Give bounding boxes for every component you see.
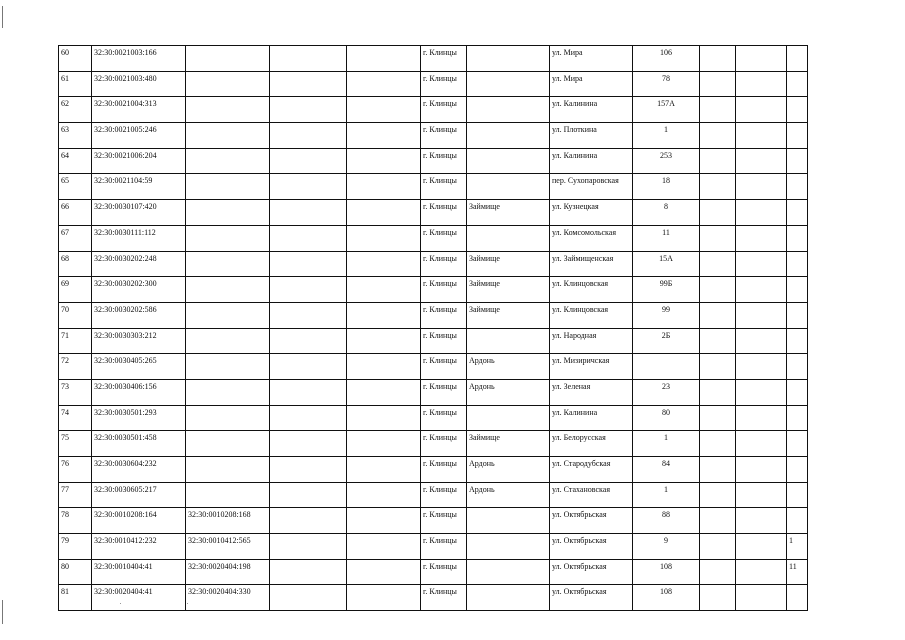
cadastral-number-secondary: [186, 148, 270, 174]
district: [467, 46, 550, 72]
table-row: [59, 200, 808, 226]
cadastral-number: 32:30:0010412:232: [92, 534, 186, 560]
cadastral-number: 32:30:0021005:246: [92, 123, 186, 149]
city: г. Клинцы: [421, 97, 467, 123]
district: Ардонь: [467, 354, 550, 380]
empty-cell: [270, 97, 347, 123]
cadastral-number: 32:30:0030501:293: [92, 405, 186, 431]
empty-cell: [270, 328, 347, 354]
extra-value: 11: [787, 559, 808, 585]
table-row: [59, 174, 808, 200]
empty-cell: [700, 482, 736, 508]
cadastral-number: 32:30:0021104:59: [92, 174, 186, 200]
empty-cell: [270, 482, 347, 508]
table-row: [59, 225, 808, 251]
extra-value: [787, 97, 808, 123]
district: Ардонь: [467, 379, 550, 405]
cadastral-number: 32:30:0030406:156: [92, 379, 186, 405]
cadastral-number: 32:30:0030405:265: [92, 354, 186, 380]
city: г. Клинцы: [421, 123, 467, 149]
cadastral-number: 32:30:0021003:480: [92, 71, 186, 97]
empty-cell: [347, 559, 421, 585]
empty-cell: [700, 174, 736, 200]
empty-cell: [347, 482, 421, 508]
empty-cell: [700, 328, 736, 354]
extra-value: [787, 46, 808, 72]
house-number: 108: [633, 585, 700, 611]
table-row: [59, 379, 808, 405]
empty-cell: [736, 251, 787, 277]
city: г. Клинцы: [421, 457, 467, 483]
table-row: [59, 277, 808, 303]
cadastral-number-secondary: [186, 482, 270, 508]
empty-cell: [347, 123, 421, 149]
table-row: [59, 431, 808, 457]
cadastral-number: 32:30:0030501:458: [92, 431, 186, 457]
city: г. Клинцы: [421, 71, 467, 97]
street: ул. Калинина: [550, 405, 633, 431]
cadastral-number-secondary: [186, 277, 270, 303]
empty-cell: [270, 508, 347, 534]
empty-cell: [700, 46, 736, 72]
row-number: 78: [59, 508, 92, 534]
cadastral-number-secondary: 32:30:0010208:168: [186, 508, 270, 534]
empty-cell: [736, 431, 787, 457]
empty-cell: [347, 200, 421, 226]
empty-cell: [347, 302, 421, 328]
cadastral-number: 32:30:0010404:41: [92, 559, 186, 585]
row-number: 76: [59, 457, 92, 483]
district: Займище: [467, 302, 550, 328]
table-row: [59, 71, 808, 97]
street: ул. Мира: [550, 71, 633, 97]
cadastral-number-secondary: [186, 379, 270, 405]
empty-cell: [736, 200, 787, 226]
house-number: 157А: [633, 97, 700, 123]
extra-value: [787, 71, 808, 97]
city: г. Клинцы: [421, 354, 467, 380]
street: ул. Клинцовская: [550, 302, 633, 328]
row-number: 62: [59, 97, 92, 123]
cadastral-number-secondary: [186, 225, 270, 251]
city: г. Клинцы: [421, 379, 467, 405]
row-number: 70: [59, 302, 92, 328]
district: [467, 405, 550, 431]
empty-cell: [347, 277, 421, 303]
empty-cell: [736, 559, 787, 585]
house-number: 15А: [633, 251, 700, 277]
empty-cell: [700, 457, 736, 483]
row-number: 73: [59, 379, 92, 405]
city: г. Клинцы: [421, 482, 467, 508]
district: [467, 585, 550, 611]
table-row: [59, 123, 808, 149]
empty-cell: [736, 148, 787, 174]
street: ул. Стародубская: [550, 457, 633, 483]
empty-cell: [270, 251, 347, 277]
empty-cell: [270, 200, 347, 226]
district: [467, 508, 550, 534]
house-number: 1: [633, 123, 700, 149]
table-row: [59, 508, 808, 534]
table-row: [59, 302, 808, 328]
street: ул. Калинина: [550, 97, 633, 123]
extra-value: [787, 482, 808, 508]
empty-cell: [270, 354, 347, 380]
city: г. Клинцы: [421, 200, 467, 226]
house-number: 11: [633, 225, 700, 251]
street: ул. Октябрьская: [550, 508, 633, 534]
cadastral-number-secondary: [186, 251, 270, 277]
city: г. Клинцы: [421, 46, 467, 72]
row-number: 64: [59, 148, 92, 174]
cadastral-number: 32:30:0030107:420: [92, 200, 186, 226]
extra-value: [787, 251, 808, 277]
empty-cell: [700, 534, 736, 560]
house-number: 80: [633, 405, 700, 431]
empty-cell: [347, 225, 421, 251]
extra-value: [787, 354, 808, 380]
empty-cell: [347, 46, 421, 72]
street: ул. Белорусская: [550, 431, 633, 457]
city: г. Клинцы: [421, 559, 467, 585]
street: ул. Клинцовская: [550, 277, 633, 303]
extra-value: [787, 174, 808, 200]
city: г. Клинцы: [421, 225, 467, 251]
empty-cell: [270, 302, 347, 328]
house-number: 78: [633, 71, 700, 97]
house-number: 2Б: [633, 328, 700, 354]
row-number: 63: [59, 123, 92, 149]
empty-cell: [736, 328, 787, 354]
district: Займище: [467, 431, 550, 457]
extra-value: [787, 457, 808, 483]
row-number: 61: [59, 71, 92, 97]
empty-cell: [736, 174, 787, 200]
empty-cell: [270, 277, 347, 303]
cadastral-number: 32:30:0021004:313: [92, 97, 186, 123]
extra-value: [787, 585, 808, 611]
empty-cell: [270, 457, 347, 483]
table-row: [59, 457, 808, 483]
empty-cell: [700, 71, 736, 97]
row-number: 71: [59, 328, 92, 354]
table-row: [59, 148, 808, 174]
extra-value: [787, 225, 808, 251]
house-number: 84: [633, 457, 700, 483]
table-row: [59, 97, 808, 123]
empty-cell: [736, 46, 787, 72]
cadastral-number-secondary: [186, 123, 270, 149]
extra-value: [787, 405, 808, 431]
empty-cell: [270, 534, 347, 560]
cadastral-number-secondary: [186, 46, 270, 72]
house-number: 8: [633, 200, 700, 226]
extra-value: [787, 328, 808, 354]
empty-cell: [347, 405, 421, 431]
empty-cell: [270, 174, 347, 200]
cadastral-number: 32:30:0030111:112: [92, 225, 186, 251]
cadastral-number-secondary: 32:30:0010412:565: [186, 534, 270, 560]
street: ул. Зеленая: [550, 379, 633, 405]
district: [467, 534, 550, 560]
empty-cell: [347, 328, 421, 354]
cadastral-number-secondary: [186, 302, 270, 328]
row-number: 66: [59, 200, 92, 226]
street: ул. Калинина: [550, 148, 633, 174]
district: [467, 225, 550, 251]
table-row: [59, 534, 808, 560]
cadastral-number: 32:30:0030605:217: [92, 482, 186, 508]
district: Займище: [467, 277, 550, 303]
empty-cell: [270, 148, 347, 174]
empty-cell: [700, 251, 736, 277]
empty-cell: [700, 354, 736, 380]
table-row: [59, 585, 808, 611]
cadastral-number-secondary: [186, 174, 270, 200]
scan-edge-mark: [2, 600, 3, 624]
district: [467, 123, 550, 149]
cadastral-number: 32:30:0030303:212: [92, 328, 186, 354]
empty-cell: [700, 225, 736, 251]
street: ул. Народная: [550, 328, 633, 354]
house-number: 23: [633, 379, 700, 405]
table-row: [59, 354, 808, 380]
house-number: [633, 354, 700, 380]
empty-cell: [347, 97, 421, 123]
cadastral-number-secondary: 32:30:0020404:198: [186, 559, 270, 585]
row-number: 65: [59, 174, 92, 200]
street: ул. Мира: [550, 46, 633, 72]
empty-cell: [736, 354, 787, 380]
empty-cell: [270, 585, 347, 611]
empty-cell: [700, 508, 736, 534]
district: Займище: [467, 251, 550, 277]
city: г. Клинцы: [421, 148, 467, 174]
city: г. Клинцы: [421, 405, 467, 431]
street: пер. Сухопаровская: [550, 174, 633, 200]
house-number: 9: [633, 534, 700, 560]
empty-cell: [347, 71, 421, 97]
city: г. Клинцы: [421, 534, 467, 560]
empty-cell: [736, 379, 787, 405]
empty-cell: [700, 277, 736, 303]
street: ул. Кузнецкая: [550, 200, 633, 226]
empty-cell: [736, 534, 787, 560]
extra-value: [787, 431, 808, 457]
empty-cell: [736, 405, 787, 431]
empty-cell: [347, 251, 421, 277]
cadastral-number: 32:30:0030202:586: [92, 302, 186, 328]
city: г. Клинцы: [421, 277, 467, 303]
empty-cell: [736, 277, 787, 303]
empty-cell: [270, 46, 347, 72]
row-number: 72: [59, 354, 92, 380]
street: ул. Октябрьская: [550, 534, 633, 560]
empty-cell: [347, 148, 421, 174]
cadastral-number-secondary: [186, 431, 270, 457]
empty-cell: [700, 302, 736, 328]
cadastral-number-secondary: [186, 354, 270, 380]
table-row: [59, 559, 808, 585]
extra-value: [787, 148, 808, 174]
extra-value: [787, 302, 808, 328]
street: ул. Стахановская: [550, 482, 633, 508]
cadastral-number: 32:30:0030202:300: [92, 277, 186, 303]
row-number: 79: [59, 534, 92, 560]
house-number: 88: [633, 508, 700, 534]
empty-cell: [700, 585, 736, 611]
cadastral-number: 32:30:0010208:164: [92, 508, 186, 534]
district: [467, 71, 550, 97]
cadastral-number-secondary: [186, 328, 270, 354]
empty-cell: [700, 559, 736, 585]
cadastral-number: 32:30:0020404:41: [92, 585, 186, 611]
cadastral-number: 32:30:0021006:204: [92, 148, 186, 174]
table-row: [59, 328, 808, 354]
district: [467, 97, 550, 123]
empty-cell: [347, 174, 421, 200]
extra-value: [787, 277, 808, 303]
empty-cell: [700, 200, 736, 226]
city: г. Клинцы: [421, 508, 467, 534]
empty-cell: [736, 508, 787, 534]
empty-cell: [270, 123, 347, 149]
empty-cell: [347, 585, 421, 611]
empty-cell: [270, 431, 347, 457]
house-number: 106: [633, 46, 700, 72]
street: ул. Октябрьская: [550, 585, 633, 611]
house-number: 18: [633, 174, 700, 200]
empty-cell: [347, 379, 421, 405]
row-number: 68: [59, 251, 92, 277]
empty-cell: [736, 482, 787, 508]
cadastral-number: 32:30:0030202:248: [92, 251, 186, 277]
district: [467, 174, 550, 200]
row-number: 60: [59, 46, 92, 72]
scan-edge-mark: [2, 6, 3, 28]
empty-cell: [347, 431, 421, 457]
street: ул. Плоткина: [550, 123, 633, 149]
row-number: 67: [59, 225, 92, 251]
house-number: 99Б: [633, 277, 700, 303]
empty-cell: [270, 71, 347, 97]
extra-value: 1: [787, 534, 808, 560]
row-number: 69: [59, 277, 92, 303]
street: ул. Октябрьская: [550, 559, 633, 585]
cadastral-number: 32:30:0021003:166: [92, 46, 186, 72]
cadastral-number-secondary: [186, 200, 270, 226]
extra-value: [787, 508, 808, 534]
row-number: 75: [59, 431, 92, 457]
cadastral-number-secondary: [186, 405, 270, 431]
extra-value: [787, 123, 808, 149]
empty-cell: [270, 379, 347, 405]
cadastral-number-secondary: [186, 457, 270, 483]
empty-cell: [270, 225, 347, 251]
district: [467, 148, 550, 174]
table-row: [59, 482, 808, 508]
extra-value: [787, 379, 808, 405]
empty-cell: [700, 379, 736, 405]
table-row: [59, 46, 808, 72]
city: г. Клинцы: [421, 328, 467, 354]
empty-cell: [736, 97, 787, 123]
empty-cell: [736, 585, 787, 611]
table-row: [59, 251, 808, 277]
empty-cell: [700, 97, 736, 123]
empty-cell: [347, 508, 421, 534]
city: г. Клинцы: [421, 174, 467, 200]
empty-cell: [347, 534, 421, 560]
district: Ардонь: [467, 457, 550, 483]
district: [467, 559, 550, 585]
empty-cell: [270, 405, 347, 431]
empty-cell: [270, 559, 347, 585]
city: г. Клинцы: [421, 585, 467, 611]
empty-cell: [736, 225, 787, 251]
empty-cell: [347, 457, 421, 483]
street: ул. Комсомольская: [550, 225, 633, 251]
district: Ардонь: [467, 482, 550, 508]
cadastral-number-secondary: 32:30:0020404:330: [186, 585, 270, 611]
empty-cell: [736, 302, 787, 328]
empty-cell: [736, 457, 787, 483]
house-number: 1: [633, 482, 700, 508]
house-number: 108: [633, 559, 700, 585]
empty-cell: [700, 148, 736, 174]
street: ул. Займищенская: [550, 251, 633, 277]
extra-value: [787, 200, 808, 226]
city: г. Клинцы: [421, 431, 467, 457]
row-number: 81: [59, 585, 92, 611]
empty-cell: [700, 405, 736, 431]
empty-cell: [347, 354, 421, 380]
empty-cell: [700, 431, 736, 457]
table-row: [59, 405, 808, 431]
empty-cell: [736, 71, 787, 97]
cadastral-number-secondary: [186, 71, 270, 97]
street: ул. Мизиричская: [550, 354, 633, 380]
row-number: 77: [59, 482, 92, 508]
empty-cell: [700, 123, 736, 149]
district: [467, 328, 550, 354]
district: Займище: [467, 200, 550, 226]
property-register-table: [58, 45, 808, 611]
cadastral-number: 32:30:0030604:232: [92, 457, 186, 483]
empty-cell: [736, 123, 787, 149]
row-number: 74: [59, 405, 92, 431]
house-number: 253: [633, 148, 700, 174]
house-number: 99: [633, 302, 700, 328]
row-number: 80: [59, 559, 92, 585]
city: г. Клинцы: [421, 251, 467, 277]
city: г. Клинцы: [421, 302, 467, 328]
house-number: 1: [633, 431, 700, 457]
cadastral-number-secondary: [186, 97, 270, 123]
